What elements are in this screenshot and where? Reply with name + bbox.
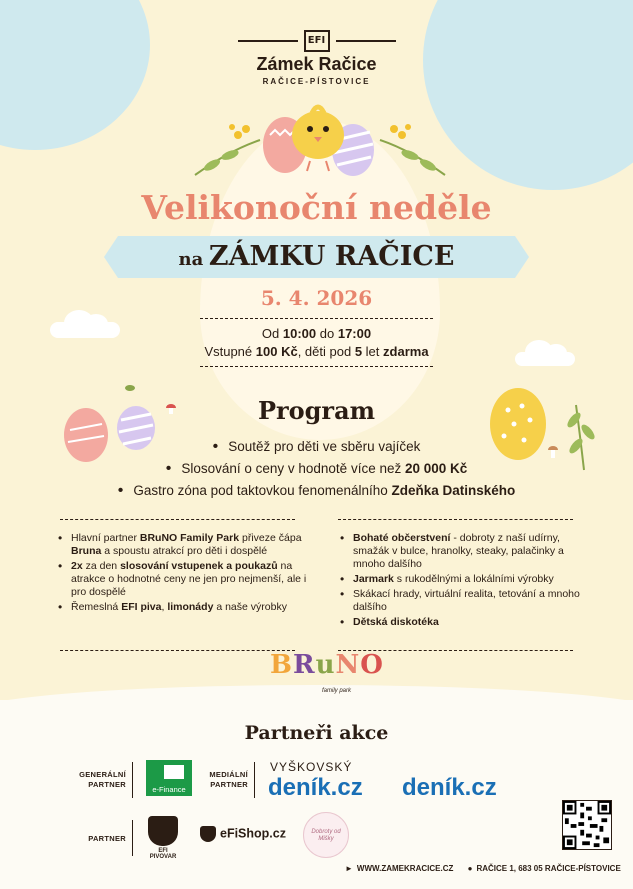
detail-highlight: Bruna bbox=[71, 545, 102, 557]
program-list bbox=[0, 436, 633, 502]
detail-text: Hlavní partner bbox=[71, 532, 140, 544]
detail-text: Řemeslná bbox=[71, 601, 122, 613]
detail-item bbox=[58, 560, 308, 599]
divider bbox=[60, 519, 295, 520]
decor-blob-top-right bbox=[423, 0, 633, 190]
efi-pivovar-text: EFI PIVOVAR bbox=[149, 848, 177, 860]
fee-value: 100 Kč bbox=[255, 344, 298, 359]
event-date: 5. 4. 2026 bbox=[260, 286, 373, 310]
venue-logo bbox=[0, 30, 633, 86]
efinance-mark-icon bbox=[164, 765, 184, 779]
general-partner-label: GENERÁLNÍ PARTNER bbox=[79, 770, 126, 789]
kids-label: , děti pod bbox=[297, 344, 352, 359]
detail-text: , bbox=[161, 601, 168, 613]
time-to-label: do bbox=[319, 326, 335, 341]
kids-free: zdarma bbox=[383, 344, 429, 359]
location-pin-icon: ● bbox=[467, 864, 473, 873]
headline-title: Velikonoční neděle bbox=[141, 188, 492, 227]
program-item-text: Slosování o ceny v hodnotě více než bbox=[181, 461, 405, 476]
dobroty-logo: Dobroty od Mišky bbox=[303, 812, 349, 858]
program-item-text: Gastro zóna pod taktovkou fenomenálního bbox=[133, 483, 392, 498]
bruno-wordmark bbox=[270, 650, 384, 680]
shield-icon bbox=[200, 826, 216, 842]
efishop-logo bbox=[200, 826, 286, 842]
footer bbox=[345, 864, 621, 873]
denik-logo: deník.cz bbox=[268, 774, 363, 801]
headline-venue: ZÁMKU RAČICE bbox=[208, 241, 455, 272]
detail-highlight: Jarmark bbox=[353, 573, 394, 585]
detail-text: přiveze čápa bbox=[239, 532, 302, 544]
detail-highlight: Dětská diskotéka bbox=[353, 616, 439, 628]
logo-subtitle: RAČICE-PÍSTOVICE bbox=[262, 77, 371, 86]
detail-text: za den bbox=[82, 560, 121, 572]
efi-pivovar-logo bbox=[146, 816, 180, 862]
logo-mark: EFI bbox=[304, 30, 330, 52]
chick-eggs-illustration bbox=[190, 95, 450, 185]
footer-address: RAČICE 1, 683 05 RAČICE-PÍSTOVICE bbox=[476, 864, 621, 873]
time-to: 17:00 bbox=[337, 326, 372, 341]
detail-highlight: 2x bbox=[71, 560, 83, 572]
partner-label: PARTNER bbox=[88, 834, 126, 843]
efishop-text: eFiShop.cz bbox=[220, 826, 286, 841]
detail-text: s rukodělnými a lokálními výrobky bbox=[393, 573, 554, 585]
detail-item bbox=[58, 601, 308, 614]
bruno-letter: u bbox=[315, 650, 336, 680]
bruno-tagline: family park bbox=[322, 688, 352, 694]
logo-name: Zámek Račice bbox=[256, 54, 377, 74]
event-time bbox=[0, 325, 633, 361]
details-left-list bbox=[58, 532, 308, 616]
divider bbox=[200, 318, 433, 319]
detail-text: a naše výrobky bbox=[213, 601, 287, 613]
footer-web-link[interactable]: WWW.ZAMEKRACICE.CZ bbox=[356, 864, 454, 873]
kids-suffix: let bbox=[365, 344, 380, 359]
bruno-letter: B bbox=[270, 650, 293, 680]
program-item-highlight: Zdeňka Datinského bbox=[391, 483, 516, 498]
media-partner-label: MEDIÁLNÍ PARTNER bbox=[209, 770, 248, 789]
qr-code-icon bbox=[563, 801, 611, 849]
divider bbox=[60, 650, 295, 651]
detail-item bbox=[58, 532, 308, 558]
arrow-icon: ► bbox=[345, 864, 353, 873]
detail-highlight: slosování vstupenek a poukazů bbox=[120, 560, 278, 572]
shield-icon bbox=[148, 816, 178, 846]
bruno-logo bbox=[270, 650, 384, 705]
bruno-letter: O bbox=[360, 650, 384, 680]
detail-item bbox=[340, 616, 590, 629]
program-item bbox=[0, 436, 633, 458]
program-item bbox=[0, 458, 633, 480]
detail-text: a spoustu atrakcí pro děti i dospělé bbox=[101, 545, 268, 557]
separator bbox=[132, 820, 133, 856]
headline-prefix: na bbox=[178, 249, 204, 270]
efinance-logo bbox=[146, 760, 192, 796]
qr-code[interactable] bbox=[562, 800, 612, 850]
detail-item bbox=[340, 532, 590, 571]
partners-title: Partneři akce bbox=[244, 722, 389, 744]
detail-text: - dobroty z naší udírny, smažák v bulce, hranolky, steaky, palačinky a mnoho dalšího bbox=[353, 532, 564, 570]
detail-highlight: Bohaté občerstvení bbox=[353, 532, 451, 544]
separator bbox=[132, 762, 133, 798]
separator bbox=[254, 762, 255, 798]
detail-item bbox=[340, 588, 590, 614]
divider bbox=[200, 366, 433, 367]
detail-highlight: EFI piva bbox=[121, 601, 162, 613]
logo-rule bbox=[238, 40, 298, 42]
program-title: Program bbox=[257, 396, 376, 425]
details-right-list bbox=[340, 532, 590, 631]
program-item-text: Soutěž pro děti ve sběru vajíček bbox=[228, 439, 421, 454]
efinance-text: e-Finance bbox=[152, 785, 186, 794]
bruno-letter: R bbox=[292, 650, 316, 680]
denik-logo: deník.cz bbox=[402, 774, 497, 801]
bruno-letter: N bbox=[335, 650, 361, 680]
vyskovsky-label: VYŠKOVSKÝ bbox=[270, 760, 353, 774]
program-item bbox=[0, 480, 633, 502]
detail-text: na atrakce o hodnotné ceny ne jen pro nejmenší, ale i pro dospělé bbox=[71, 560, 307, 598]
branch-right-icon bbox=[380, 124, 445, 175]
kids-age: 5 bbox=[354, 344, 363, 359]
detail-item bbox=[340, 573, 590, 586]
time-from-label: Od bbox=[261, 326, 280, 341]
logo-rule bbox=[336, 40, 396, 42]
leaf-icon bbox=[125, 385, 135, 391]
detail-highlight: BRuNO Family Park bbox=[139, 532, 240, 544]
program-item-highlight: 20 000 Kč bbox=[404, 461, 468, 476]
fee-label: Vstupné bbox=[204, 344, 253, 359]
detail-text: Skákací hrady, virtuální realita, tetování a mnoho dalšího bbox=[353, 588, 580, 613]
branch-left-icon bbox=[195, 124, 260, 175]
detail-highlight: limonády bbox=[167, 601, 214, 613]
time-from: 10:00 bbox=[282, 326, 317, 341]
divider bbox=[338, 519, 573, 520]
headline-subtitle bbox=[118, 236, 515, 278]
